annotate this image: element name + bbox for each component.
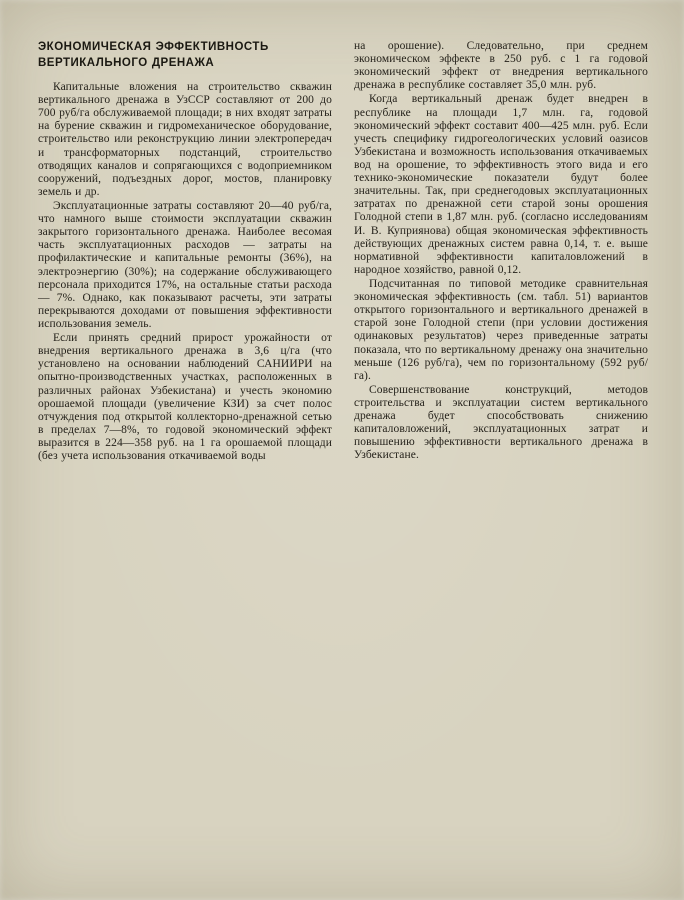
paragraph: Эксплуатационные затраты составляют 20—40 руб/га, что намного выше стоимости эксплуатации скважин закрытого горизонтального дренажа. Наиболее весомая часть эксплуатационных расходов — затраты на профилактические и капитальные ремонты (36%), на электроэнергию (30%); на содержание обслуживающего персонала приходится 17%, на остальные статьи расхода — 7%. Однако, как показывают расчеты, эти затраты перекрываются доходами от повышения эффективности использования земель. bbox=[38, 200, 332, 330]
paragraph: Подсчитанная по типовой методике сравнительная экономическая эффективность (см. табл. 51) вариантов открытого горизонтального и вертикального дренажей в старой зоне Голодной степи (при условии достижения одинаковых результатов) через приведенные затраты показала, что по вертикальному дренажу она значительно меньше (126 руб/га), чем по горизонтальному (592 руб/га). bbox=[354, 277, 648, 382]
two-column-layout bbox=[38, 40, 648, 463]
paragraph: Если принять средний прирост урожайности от внедрения вертикального дренажа в 3,6 ц/га (что установлено на основании наблюдений САНИИРИ на опытно-производственных участках, расположенных в различных районах Узбекистана) и учесть экономию орошаемой площади (увеличение КЗИ) за счет полос отчуждения под открытой коллекторно-дренажной сетью в пределах 7—8%, то годовой экономический эффект выразится в 224—358 руб. на 1 га орошаемой площади (без учета использования откачиваемой воды bbox=[38, 332, 332, 463]
right-column bbox=[354, 40, 648, 463]
page-title bbox=[38, 40, 332, 71]
paragraph: Капитальные вложения на строительство скважин вертикального дренажа в УзССР составляют от 200 до 700 руб/га обслуживаемой площади; в них входят затраты на бурение скважин и гидромеханическое оборудование, строительство или реконструкцию линии электропередач и трансформаторных подстанций, строительство отводящих каналов и сопрягающихся с водоприемником сооружений, подъездных дорог, мостов, планировку земель и др. bbox=[38, 81, 332, 198]
page-title-line-2: ВЕРТИКАЛЬНОГО ДРЕНАЖА bbox=[38, 56, 215, 69]
paragraph: Когда вертикальный дренаж будет внедрен в республике на площади 1,7 млн. га, годовой экономический эффект составит 400—425 млн. руб. Если учесть специфику гидрогеологических условий оазисов Узбекистана и возможность использования откачиваемых вод на орошение, то эффективность этого вида и его технико-экономические показатели будут более значительны. Так, при среднегодовых эксплуатационных затратах по дренажной сети старой зоны орошения Голодной степи в 1,87 млн. руб. (согласно исследованиям И. В. Куприянова) общая экономическая эффективность действующих дренажных систем равна 0,14, т. е. выше нормативной эффективности капиталовложений в народное хозяйство, равной 0,12. bbox=[354, 93, 648, 276]
paragraph: Совершенствование конструкций, методов строительства и эксплуатации систем вертикального дренажа будет способствовать снижению капиталовложений, эксплуатационных затрат и повышению эффективности вертикального дренажа в Узбекистане. bbox=[354, 383, 648, 462]
paragraph: на орошение). Следовательно, при среднем экономическом эффекте в 250 руб. с 1 га годовой экономический эффект от внедрения вертикального дренажа в республике составляет 35,0 млн. руб. bbox=[354, 40, 648, 92]
left-column bbox=[38, 40, 332, 463]
page-title-line-1: ЭКОНОМИЧЕСКАЯ ЭФФЕКТИВНОСТЬ bbox=[38, 41, 269, 53]
